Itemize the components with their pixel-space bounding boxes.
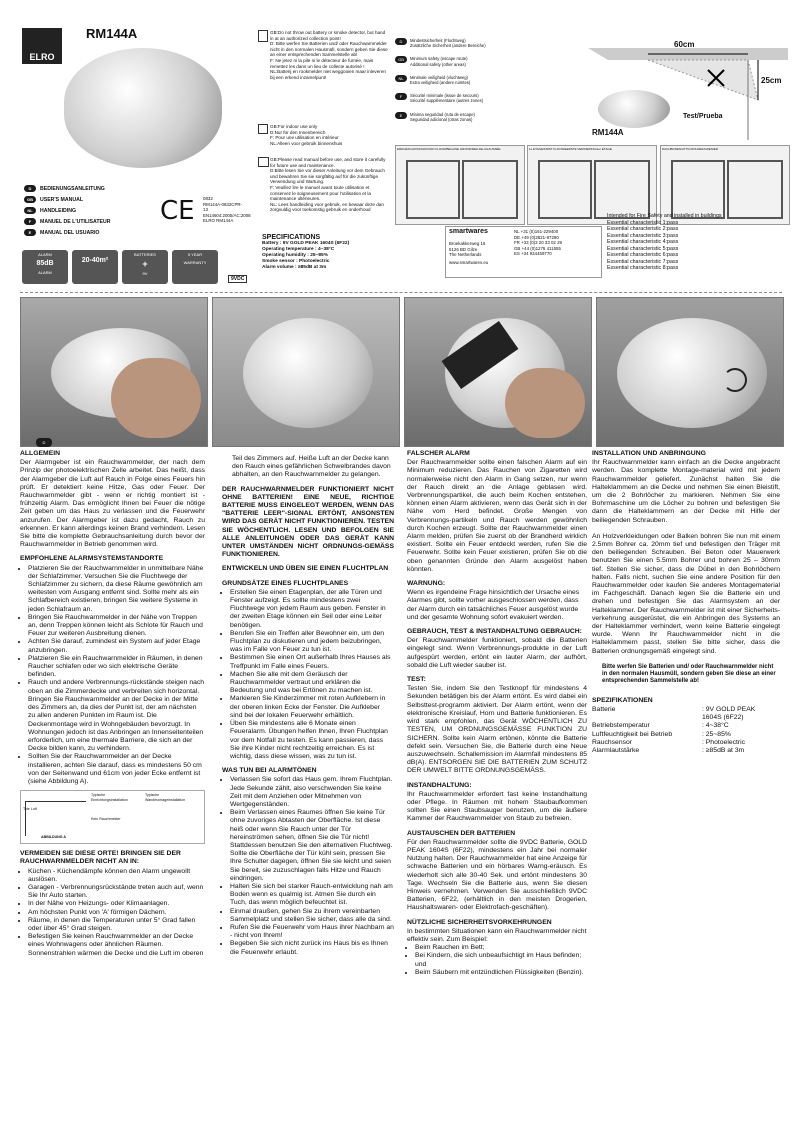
spec-row: Luftfeuchtigkeit bei Betrieb : 25~85% xyxy=(592,730,731,738)
disposal-note: Bitte werfen Sie Batterien und/ oder Rauchwarnmelder nicht in den normalen Hausmüll, sondern geben Sie diese an einer entsprechenden Sammelstelle ab! xyxy=(602,663,776,684)
column-1: ALLGEMEIN Der Alarmgeber ist ein Rauchwarnmelder, der nach dem Prinzip der photoelektrischen Zelle arbeitet. Das heißt, dass der Alarmgeber die Luft auf Rauch in Folge eines Feuers hin prüft. Er detektiert keine Hitze, Gas oder Feuer. Der Rauchwarnmelder gibt - wenn er richtig montiert ist -frühzeitig Alarm. Das ermöglicht Ihnen bei Feuer die nötige Zeit geben um das Haus zu verlassen und die Feuerwehr anzurufen. Der Alarmgeber ist dazu gedacht, Rauch zu erkennen. Er kann allerdings keinen Brand verhindern. Lesen Sie bitte die komplette Gebrauchsanleitung durch bevor der Rauchwarnmelder in Betrieb genommen wird. EMPFOHLENE ALARMSYSTEMSTANDORTE • Platzieren Sie der Rauchwarnmelder in unmittelbare Nähe der Schlafzimmer. Versuchen Sie die Fluchtwege der Schlafzimmer zu sichern, da diese Räume gewöhnlich am weitesten vom Ausgang entfernt sind. Sollte mehr als ein Schlafbereich existieren, bringen Sie weitere Systeme in jeden Schlafraum an. • Bringen Sie Rauchwarnmelder in der Nähe von Treppen an, denn Treppen können leicht als Schlote für Rauch und Feuer zur weiteren Ausbreitung dienen. • Achten Sie darauf, zumindest ein System auf jeder Etage anzubringen. • Platzieren Sie ein Rauchwarnmelder in Räumen, in denen Raucher schlafen oder wo sich elektrische Geräte befinden. • Rauch und andere Verbrennungs-rückstände steigen nach oben an die Zimmerdecke und verbreiten sich horizontal. Bringen Sie Rauchwarnmelder an der Decke in der Mitte des Zimmers an, da dies der Punkt ist, der am nächsten zu allen anderen Punkten im Raum ist. Die Deckenmontage wird in Wohngebäuden bevorzugt. In Wohnungen jedoch ist das Anbringen an Innenseitenteilen erforderlich, um eine thermale Barriere, die sich an der Decke bilden kann, zu verhindern. • Sollten Sie der Rauchwarnmelder an der Decke installieren, achten Sie darauf, dass es mindestens 50 cm von der Seitenwand und 61cm von jeder Ecke entfernt ist (siehe Abbildung A). Tote Luft Typische Einrichtungsinstallation Typische Wandmontageinstallation Kein Rauchmelder ABBILDUNG A VERMEIDEN SIE DIESE ORTE! BRINGEN SIE DER RAUCHWARNMELDER NICHT AN IN: • Küchen - Küchendämpfe können den Alarm ungewollt auslösen. • Garagen - Verbrennungsrückstände treten auch auf, wenn Sie Ihr Auto starten. • In der Nähe von Heizungs- oder Klimaanlagen. • Am höchsten Punkt von 'A' förmigen Dächern. • Räume, in denen die Temperaturen unter 5° Grad fallen oder über 45° Grad steigen. • Befestigen Sie keinen Rauchwarnmelder an der Decke eines Wohnwagens oder ähnlichen Räumen. Sonnenstrahlen wärmen die Decke und die Luft im oberen xyxy=(20,450,205,958)
photo-step-3 xyxy=(404,297,592,447)
alarm-85db-icon: ALARM 85dB ALARM xyxy=(22,250,68,284)
distance-horizontal-label: 60cm xyxy=(674,40,695,49)
test-label: Test/Prueba xyxy=(683,113,723,120)
photo-step-2 xyxy=(212,297,400,447)
floor-plan-first: 1e ETAGE/FIRST FLOOR/EERSTE VERDIEPING/1er ÉTAGE xyxy=(527,145,657,225)
language-item: D BEDIENUNGSANLEITUNG xyxy=(24,183,164,194)
alarm-actions-list: • Verlassen Sie sofort das Haus gem. Ihrem Fluchtplan. Jede Sekunde zählt, also verschwenden Sie keine Zeit mit dem Anziehen oder Mitnehmen von Wertgegenständen. • Beim Verlassen eines Raumes öffnen Sie keine Tür ohne zuvoriges Abtasten der Oberfläche. Ist diese heiß oder wenn Sie Rauch unter der Tür hereinströmen sehen, öffnen Sie die Tür nicht! Stattdessen benutzen Sie den alternativen Fluchtweg. Sollte die Oberfläche der Tür kühl sein, pressen Sie Ihre Schulter dagegen, öffnen Sie sie leicht und seien Sie bereit, sie zuzuschlagen falls Hitze und Rauch eindringen. • Halten Sie sich bei starker Rauch-entwicklung nah am Boden wenn es qualmig ist. Atmen Sie durch ein Tuch, das wenn möglich befeuchtet ist. • Einmal draußen, gehen Sie zu ihrem vereinbarten Sammelplatz und stellen Sie sicher, dass alle da sind. • Rufen Sie die Feuerwehr vom Haus ihrer Nachbarn an - nicht von Ihrem! • Begeben Sie sich nicht zurück ins Haus bis es Ihnen die Feuerwehr erlaubt. xyxy=(222,776,394,956)
ce-info: 0832 RM144A-0832CPR- 13 EN14604:2005/AC:2008 ELRO RM144A xyxy=(203,196,251,223)
spec-table xyxy=(592,706,780,755)
battery-label: 9VDC xyxy=(228,275,247,283)
language-item: F MANUEL DE L'UTILISATEUR xyxy=(24,216,164,227)
figure-a: Tote Luft Typische Einrichtungsinstallation Typische Wandmontageinstallation Kein Rauchmelder ABBILDUNG A xyxy=(20,790,205,844)
house-icon xyxy=(258,124,268,134)
distance-vertical-label: 25cm xyxy=(761,76,782,85)
floor-plan-ground: ERDGESCHOSS/GROUND FLOOR/BEGANE GROND/REZ-DE-CHAUSSÉE xyxy=(395,145,525,225)
distributor-box: smartwares Broekakkerweg 16 5126 BD Gilze The Netherlands www.smartwares.eu NL +31 (0)161-229400 DE +49 (0)2821-97290 FR +33 (0)3 20 33 02 29 GB +44 (0)1276 411555 ES +34 934459770 xyxy=(445,226,602,278)
trash-bin-icon xyxy=(258,30,268,42)
photo-step-4 xyxy=(596,297,784,447)
column-3: FALSCHER ALARM Der Rauchwarnmelder sollte einen falschen Alarm auf ein Minimum reduzieren. Das Rauchen von Zigaretten wird normalerweise nicht den Alarm in Gang setzen, nur wenn der Rauch direkt an die Anlage geblasen wird. Verbrennungspartikel, die auch beim Kochen entstehen, können einen Alarm aktivieren, wenn das Gerät sich in der Nähe vom Herd befindet. Große Mengen von Verbrennungs-partikeln und Rauch werden gewöhnlich durch Kochen erzeugt. Sollte der Rauchwarnmelder einen Alarm melden, prüfen Sie zuerst ob der Brandherd wirklich existiert. Sollte ein Feuer entdeckt werden, rufen Sie die Feuerwehr. Sollte kein Feuer existieren, prüfen Sie ob die oben genannten Gründe den Alarm ausgelöst haben könnten. WARNUNG: Wenn es irgendeine Frage hinsichtlich der Ursache eines Alarmes gibt, sollte vorher ausgeschlossen werden, dass der Alarm durch ein tatsächliches Feuer ausgelöst wurde und der gesamte Wohnung sofort evakuiert werden. GEBRAUCH, TEST & INSTANDHALTUNG GEBRAUCH: Der Rauchwarnmelder funktioniert, sobald die Batterien eingelegt sind. Wenn Verbrennungs-produkte in der Luft aufgespürt werden, ertönt ein lauter Alarm, der aufhört, sobald die Luft wieder sauber ist. TEST: Testen Sie, indem Sie den Testknopf für mindestens 4 Sekunden betätigen bis der Alarm ertönt. Es wird dabei ein Selbsttest-programm aktiviert. Der Alarm ertönt, wenn der elektronische Kreislauf, Horn und Batterie funktionieren. Es wird stark empfohlen, das Gerät WÖCHENTLICH ZU TESTEN, UM ORDNUNGSGEMÄSSE FUNKTION ZU SICHERN. Sollte kein Alarm ertönen, könnte die Batterie defekt sein. Versuchen Sie, die Batterie durch eine Neue auszuwechseln. Schallemission im Alarmfall mindestens 85 dB(A). ENTSORGEN SIE DIE BATTERIEN ZUM SCHUTZ DER UMWELT BITTE ORDNUNGSGEMÄSS. INSTANDHALTUNG: Ihr Rauchwarnmelder erfordert fast keine Instandhaltung oder Pflege. In Räumen mit hohem Staubaufkommen sollten Sie einen Staubsauger benutzen, um die äußere Kammer der Rauchwarnmelder von Staub zu befreien. AUSTAUSCHEN DER BATTERIEN Für den Rauchwarnmelder sollte die 9VDC Batterie, GOLD PEAK 1604S (6F22), mindestens ein Jahr bei normaler Nutzung halten. Der Rauchwarnmelder hat eine Anzeige für schwache Batterien und ein hörbares Warng-eräusch. Es wiederholt sich alle 30-40 Sek. und ertönt mindestens 30 Tage. Wechseln Sie die Batterie aus, wenn Sie diesen Hinweis vernehmen. Verwenden Sie ausschließlich 9VDC Batterien, 6F22, (erhältlich in den meisten Drogerien, Haushaltswaren- oder Elektrofach-geschäften). NÜTZLICHE SICHERHEITSVORKEHRUNGEN In bestimmten Situationen kann ein Rauchwarnmelder nicht effektiv sein. Zum Beispiel: • Beim Rauchen im Bett; • Bei Kindern, die sich unbeaufsichtigt im Haus befinden; und • Beim Säubern mit entzündlichen Flüssigkeiten (Benzin). xyxy=(407,450,587,977)
escape-plan-list: • Erstellen Sie einen Etagenplan, der alle Türen und Fenster aufzeigt. Es sollte mindestens zwei Fluchtwege von jedem Raum aus geben. Fenster in der zweiten Etage können ein Seil oder eine Leiter benötigen. • Berufen Sie ein Treffen aller Bewohner ein, um den Fluchtplan zu diskutieren und jedem beizubringen, was im Falle von Feuer zu tun ist. • Bestimmen Sie einen Ort außerhalb Ihres Hauses als Treffpunkt im Falle eines Feuers. • Machen Sie alle mit dem Geräusch der Rauchwarnmelder vertraut und erklären die Bedeutung und was bei Ertönen zu machen ist. • Markieren Sie Kinderzimmer mit roten Aufklebern in der oberen linken Ecke der Fenster. Die Aufkleber sind bei der lokalen Feuerwehr erhältlich. • Üben Sie mindestens alle 6 Monate einen Feueralarm. Übungen helfen Ihnen, Ihren Fluchtplan vor dem Notfall zu testen. Es kann passieren, dass Sie ihre Kinder nicht rechtzeitig erreichen. Es ist wichtig, dass diese wissen, was zu tun ist. xyxy=(222,589,394,761)
spec-row: Batterie : 9V GOLD PEAK 1604S (6F22) xyxy=(592,706,756,722)
column-4: INSTALLATION UND ANBRINGUNG Ihr Rauchwarnmelder kann einfach an die Decke angebracht werden. Das komplette Montage-material wird mit jedem Rauchwarnmelder geliefert. Zunächst halten Sie die Halteklammern an die Decke und nehmen Sie einen Bleistift, um die 2 Bohrlöcher zu markieren. Nehmen Sie eine Bohrmaschine um die Löcher zu bohren und befestigen Sie dann die Halteklammern an der Decke mit Hilfe der beiliegenden Schrauben. An Holzverkleidungen oder Balken bohren Sie nun mit einem 2.5mm Bohrer ca. 20mm tief und befestigen den Träger mit den beiliegenden Schrauben. Bei Beton oder Mauerwerk benutzen Sie einen 5.5mm Bohrer und bohren 25 – 30mm tief. Stellen Sie sicher, dass die Dübel in den Bohrlöchern halten. Falls nicht, suchen Sie eine andere Position für den Rauchwarnmelder oder kaufen Sie anderes Montagematerial im Fachgeschäft. Danach legen Sie die Batterie ein und drehen und befestigen Sie das Alarmsystem an der Halteklammer. Der Rauchwarnmelder ist mit einer Sicherheits-verkehrung ausgerüstet, die ein Anbringen des Systems an der Halteklammer verhindert, wenn keine Batterie eingelegt wurde. Wenn Ihr Rauchwarnmelder nicht in die Halteklammern passt, stellen Sie bitte sicher, dass die Batterien ordnungsgemäß eingelegt sind. Bitte werfen Sie Batterien und/ oder Rauchwarnmelder nicht in den normalen Hausmüll, sondern geben Sie diese an einer entsprechenden Sammelstelle ab! SPEZIFIKATIONEN Batterie : 9V GOLD PEAK 1604S (6F22) Betriebstemperatur : 4~38°C Luftfeuchtigkeit bei Betrieb : 25~85% Rauchsensor : Photoelectric Alarmlautstärke : ≥85dB at 3m xyxy=(592,450,780,755)
column-2: Teil des Zimmers auf. Heiße Luft an der Decke kann den Rauch eines gefährlichen Schwelbrandes davon abhalten, an den Rauchwarnmelder zu gelangen. DER RAUCHWARNMELDER FUNKTIONIERT NICHT OHNE BATTERIEN! EINE NEUE, RICHTIGE BATTERIE MUSS EINGELEGT WERDEN, WENN DAS "BATTERIE LEER"-SIGNAL ERTÖNT, ANSONSTEN WIRD DAS GERÄT NICHT FUNKTIONIEREN. TESTEN SIE WÖCHENTLICH. LESEN UND BEFOLGEN SIE ALLE ANLEITUNGEN ODER DAS GERÄT KANN UNTER UMSTÄNDEN NICHT ORDNUNGS-GEMÄSS FUNKTIONIEREN. ENTWICKELN UND ÜBEN SIE EINEN FLUCHTPLAN GRUNDSÄTZE EINES FLUCHTPLANES • Erstellen Sie einen Etagenplan, der alle Türen und Fenster aufzeigt. Es sollte mindestens zwei Fluchtwege von jedem Raum aus geben. Fenster in der zweiten Etage können ein Seil oder eine Leiter benötigen. • Berufen Sie ein Treffen aller Bewohner ein, um den Fluchtplan zu diskutieren und jedem beizubringen, was im Falle von Feuer zu tun ist. • Bestimmen Sie einen Ort außerhalb Ihres Hauses als Treffpunkt im Falle eines Feuers. • Machen Sie alle mit dem Geräusch der Rauchwarnmelder vertraut und erklären die Bedeutung und was bei Ertönen zu machen ist. • Markieren Sie Kinderzimmer mit roten Aufklebern in der oberen linken Ecke der Fenster. Die Aufkleber sind bei der lokalen Feuerwehr erhältlich. • Üben Sie mindestens alle 6 Monate einen Feueralarm. Übungen helfen Ihnen, Ihren Fluchtplan vor dem Notfall zu testen. Es kann passieren, dass Sie ihre Kinder nicht rechtzeitig erreichen. Es ist wichtig, dass diese wissen, was zu tun ist. WAS TUN BEI ALARMTÖNEN • Verlassen Sie sofort das Haus gem. Ihrem Fluchtplan. Jede Sekunde zählt, also verschwenden Sie keine Zeit mit dem Anziehen oder Mitnehmen von Wertgegenständen. • Beim Verlassen eines Raumes öffnen Sie keine Tür ohne zuvoriges Abtasten der Oberfläche. Ist diese heiß oder wenn Sie Rauch unter der Tür hereinströmen sehen, öffnen Sie die Tür nicht! Stattdessen benutzen Sie den alternativen Fluchtweg. Sollte die Oberfläche der Tür kühl sein, pressen Sie Ihre Schulter dagegen, öffnen Sie sie leicht und seien Sie bereit, sie zuzuschlagen falls Hitze und Rauch eindringen. • Halten Sie sich bei starker Rauch-entwicklung nah am Boden wenn es qualmig ist. Atmen Sie durch ein Tuch, das wenn möglich befeuchtet ist. • Einmal draußen, gehen Sie zu ihrem vereinbarten Sammelplatz und stellen Sie sicher, dass alle da sind. • Rufen Sie die Feuerwehr vom Haus ihrer Nachbarn an - nicht von Ihrem! • Begeben Sie sich nicht zurück ins Haus bis es Ihnen die Feuerwehr erlaubt. xyxy=(222,455,394,957)
logo-text: ELRO xyxy=(29,52,55,62)
specifications-box: SPECIFICATIONS Battery : 9V GOLD PEAK 1604S (6F22) Operating temperature : 4~38°C Operating humidity : 25~85% Smoke sensor : Photoelectric Alarm volume : ≥85dB at 3m xyxy=(262,235,390,271)
diagram-model-label: RM144A xyxy=(592,128,624,137)
safety-level-row: F Sécurité minimale (issue de secours) Sécurité supplémentaire (autres zones) xyxy=(395,93,543,103)
warranty-icon: 5 YEAR WARRANTY xyxy=(172,250,218,284)
rotate-arrow-icon xyxy=(723,368,747,392)
safety-levels xyxy=(395,38,543,130)
language-list xyxy=(24,183,164,238)
photo-step-1 xyxy=(20,297,208,447)
heading-allgemein: ALLGEMEIN xyxy=(20,450,61,457)
model-title: RM144A xyxy=(86,26,138,41)
spec-row: Rauchsensor : Photoelectric xyxy=(592,738,746,746)
essential-characteristics: Intended for Fire Safety and installed in buildings Essential characteristic 1:pass Essential characteristic 2:pass Essential characteristic 3:pass Essential characteristic 4:pass Essential characteristic 5:pass Essential characteristic 6:pass Essential characteristic 7:pass Essential characteristic 8:pass xyxy=(607,213,722,271)
floor-plan-attic: DACHBODEN/ATTIC/ZOLDER/GRENIER xyxy=(660,145,790,225)
battery-icon: BATTERIES + 9V xyxy=(122,250,168,284)
feature-icons xyxy=(22,250,218,284)
book-icon xyxy=(258,157,269,167)
avoid-list: • Küchen - Küchendämpfe können den Alarm ungewollt auslösen. • Garagen - Verbrennungsrückstände treten auch auf, wenn Sie Ihr Auto starten. • In der Nähe von Heizungs- oder Klimaanlagen. • Am höchsten Punkt von 'A' förmigen Dächern. • Räume, in denen die Temperaturen unter 5° Grad fallen oder über 45° Grad steigen. • Befestigen Sie keinen Rauchwarnmelder an der Decke eines Wohnwagens oder ähnlichen Räumen. Sonnenstrahlen wärmen die Decke und die Luft im oberen xyxy=(20,868,205,958)
spec-row: Alarmlautstärke : ≥85dB at 3m xyxy=(592,747,745,755)
indoor-notes: GB:For indoor use only D:Nur für den Innenbereich F: Pour une utilisation en intérieur NL:Alleen voor gebruik binnenshuis xyxy=(270,124,388,146)
language-item: GB USER'S MANUAL xyxy=(24,194,164,205)
ce-mark: CE xyxy=(160,196,195,226)
logo xyxy=(22,28,62,64)
precautions-list: • Beim Rauchen im Bett; • Bei Kindern, die sich unbeaufsichtigt im Haus befinden; und • Beim Säubern mit entzündlichen Flüssigkeiten (Benzin). xyxy=(407,944,587,977)
language-item: E MANUAL DEL USUARIO xyxy=(24,227,164,238)
detector-image xyxy=(598,90,670,128)
language-item: NL HANDLEIDING xyxy=(24,205,164,216)
read-manual-notes: GB:Please read manual before use, and store it carefully for future use and maintenance. D:Bitte lesen Sie vor dieser Anleitung vor dem Gebrauch und bewahren Sie sie sorgfältig auf für die zukünftige Verwendung und Wartung. F: Veuillez lire le manuel avant toute utilisation et conservez le soigneusement pour l'utilisation et la maintenance ultérieures. NL: Lees handleiding voor gebruik, en bewaar deze dan zorgvuldig voor toekomstig gebruik en onderhoud xyxy=(270,157,388,213)
specifications-title: SPECIFICATIONS xyxy=(262,234,321,241)
safety-level-row: E Mínima seguridad (ruta de escape) Seguridad adicional (otras zonas) xyxy=(395,112,543,122)
product-image xyxy=(64,48,222,168)
coverage-area-icon: 20-40m² xyxy=(72,250,118,284)
safety-level-row: GB Minimum safety (escape route) Additional safety (other areas) xyxy=(395,56,543,66)
section-language-badge: D xyxy=(36,438,52,447)
spec-row: Betriebstemperatur : 4~38°C xyxy=(592,722,729,730)
smartwares-logo: smartwares xyxy=(449,228,488,235)
safety-level-row: NL Minimale veiligheid (vluchtweg) Extra veiligheid (andere ruimtes) xyxy=(395,75,543,85)
safety-level-row: D Mindestsicherheit (Fluchtweg) Zusätzliche Sicherheit (andere Bereiche) xyxy=(395,38,543,48)
disposal-notes: GB:Do not throw out battery or smoke detector, but hand in at an authorized collection point! D: Bitte werfen Sie Batterien und/ oder Rauchwarnmelder nicht in den normalen Hausmüll, sondern geben Sie diese an einer entsprechenden Sammelstelle ab! F: Ne jetez ni la pile ni le détecteur de fumée, mais remettez les dans un lieu de collecte autorisé ! NL:Batterij en rookmelder niet weggooien maar inleveren bij een erkend inzamelpunt! xyxy=(270,30,388,80)
location-list: • Platzieren Sie der Rauchwarnmelder in unmittelbare Nähe der Schlafzimmer. Versuchen Sie die Fluchtwege der Schlafzimmer zu sichern, da diese Räume gewöhnlich am weitesten vom Ausgang entfernt sind. Sollte mehr als ein Schlafbereich existieren, bringen Sie weitere Systeme in jeden Schlafraum an. • Bringen Sie Rauchwarnmelder in der Nähe von Treppen an, denn Treppen können leicht als Schlote für Rauch und Feuer zur weiteren Ausbreitung dienen. • Achten Sie darauf, zumindest ein System auf jeder Etage anzubringen. • Platzieren Sie ein Rauchwarnmelder in Räumen, in denen Raucher schlafen oder wo sich elektrische Geräte befinden. • Rauch und andere Verbrennungs-rückstände steigen nach oben an die Zimmerdecke und verbreiten sich horizontal. Bringen Sie Rauchwarnmelder an der Decke in der Mitte des Zimmers an, da dies der Punkt ist, der am nächsten zu allen anderen Punkten im Raum ist. Die Deckenmontage wird in Wohngebäuden bevorzugt. In Wohnungen jedoch ist das Anbringen an Innenseitenteilen erforderlich, um eine thermale Barriere, die sich an der Decke bilden kann, zu verhindern. • Sollten Sie der Rauchwarnmelder an der Decke installieren, achten Sie darauf, dass es mindestens 50 cm von der Seitenwand und 61cm von jeder Ecke entfernt ist (siehe Abbildung A). xyxy=(20,565,205,786)
